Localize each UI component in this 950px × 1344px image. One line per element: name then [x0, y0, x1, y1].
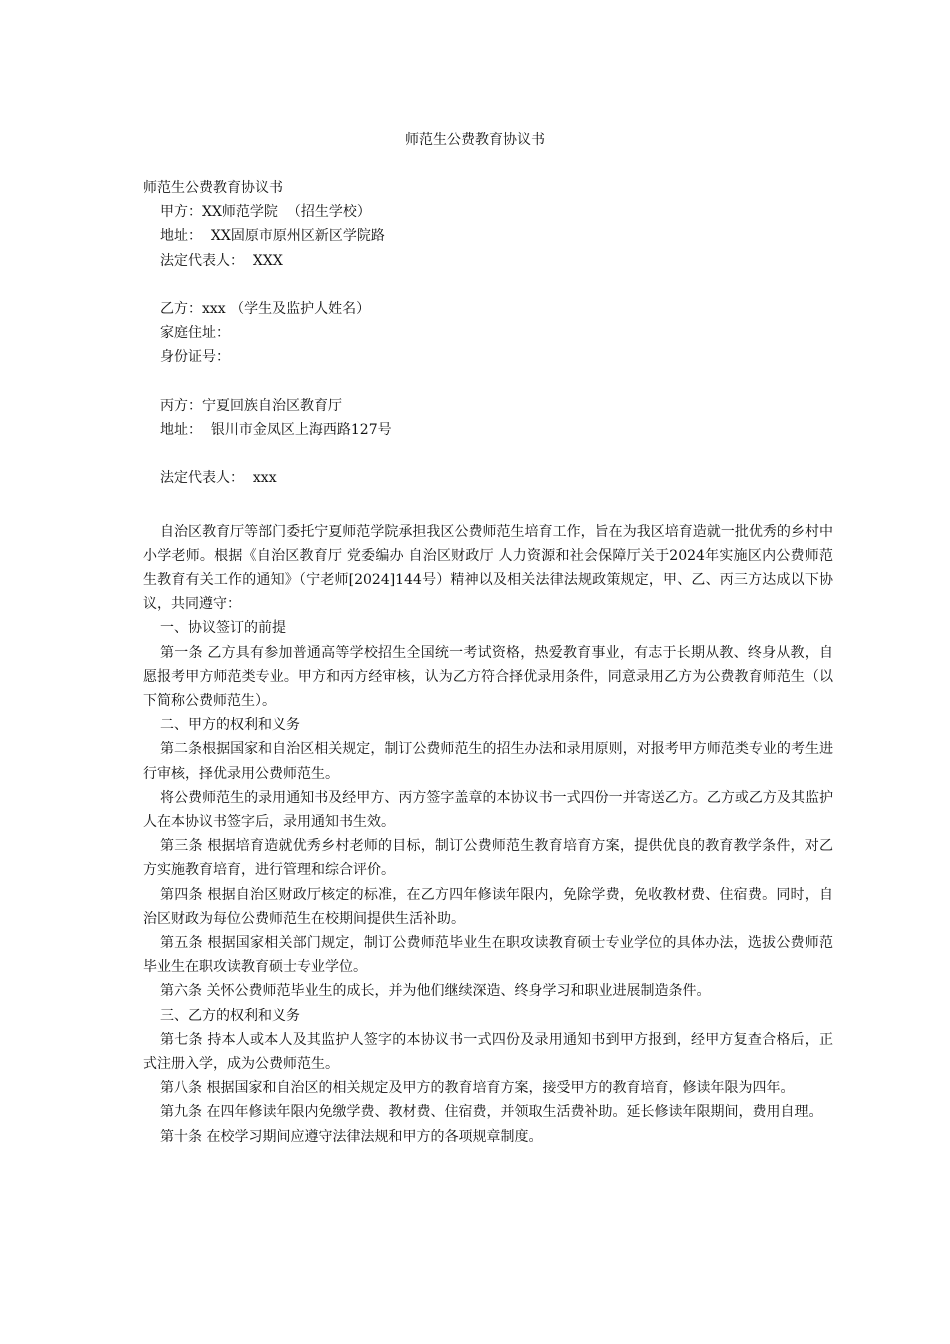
article-paragraph: 将公费师范生的录用通知书及经甲方、丙方签字盖章的本协议书一式四份一并寄送乙方。乙方或乙方及其监护人在本协议书签字后，录用通知书生效。 — [143, 789, 833, 831]
party-c-address: 地址： 银川市金凤区上海西路127号 — [160, 422, 392, 438]
party-a-rep: 法定代表人： XXX — [160, 252, 283, 269]
article-paragraph: 第七条 持本人或本人及其监护人签字的本协议书一式四份及录用通知书到甲方报到，经甲方复查合格后，正式注册入学，成为公费师范生。 — [143, 1031, 833, 1073]
article-paragraph: 第五条 根据国家相关部门规定，制订公费师范毕业生在职攻读教育硕士专业学位的具体办法，选拔公费师范毕业生在职攻读教育硕士专业学位。 — [143, 935, 833, 976]
article-paragraph: 第九条 在四年修读年限内免缴学费、教材费、住宿费，并领取生活费补助。延长修读年限期间，费用自理。 — [160, 1104, 823, 1121]
section-heading: 二、甲方的权利和义务 — [160, 717, 300, 734]
party-c-rep: 法定代表人： xxx — [160, 470, 277, 487]
section-heading: 三、乙方的权利和义务 — [160, 1007, 300, 1024]
section-heading: 一、协议签订的前提 — [160, 620, 286, 637]
spacer — [143, 442, 833, 466]
document-title: 师范生公费教育协议书 — [405, 132, 545, 148]
article-paragraph: 第三条 根据培育造就优秀乡村老师的目标，制订公费师范生教育培育方案，提供优良的教育教学条件，对乙方实施教育培育，进行管理和综合评价。 — [143, 838, 833, 879]
party-b-home: 家庭住址： — [160, 325, 230, 342]
article-paragraph: 第一条 乙方具有参加普通高等学校招生全国统一考试资格，热爱教育事业，有志于长期从教、终身从教，自愿报考甲方师范类专业。甲方和丙方经审核，认为乙方符合择优录用条件，同意录用乙方为公费教育师范生（以下简称公费师范生）。 — [143, 644, 833, 710]
article-paragraph: 第四条 根据自治区财政厅核定的标准，在乙方四年修读年限内，免除学费，免收教材费、住宿费。同时，自治区财政为每位公费师范生在校期间提供生活补助。 — [143, 886, 833, 927]
party-a-address: 地址： XX固原市原州区新区学院路 — [160, 228, 385, 245]
party-c-name: 丙方：宁夏回族自治区教育厅 — [160, 397, 342, 414]
party-a-name: 甲方：XX师范学院 （招生学校） — [160, 204, 371, 221]
spacer — [143, 273, 833, 297]
intro-paragraph: 自治区教育厅等部门委托宁夏师范学院承担我区公费师范生培育工作，旨在为我区培育造就一批优秀的乡村中小学老师。根据《自治区教育厅 党委编办 自治区财政厅 人力资源和社会保障厅关于2024年实施区内公费师范生教育有关工作的通知》（宁老师[2024]144号）精神以及相关法律法规政策规定，甲、乙、丙三方达成以下协议，共同遵守： — [143, 523, 833, 613]
article-paragraph: 第八条 根据国家和自治区的相关规定及甲方的教育培育方案，接受甲方的教育培育，修读年限为四年。 — [160, 1080, 795, 1097]
document-body — [143, 176, 833, 1149]
sections — [143, 616, 833, 1148]
spacer — [143, 491, 833, 520]
article-paragraph: 第六条 关怀公费师范毕业生的成长，并为他们继续深造、终身学习和职业进展制造条件。 — [160, 983, 711, 1000]
document-subtitle: 师范生公费教育协议书 — [143, 180, 283, 196]
article-paragraph: 第十条 在校学习期间应遵守法律法规和甲方的各项规章制度。 — [160, 1128, 543, 1145]
party-b-name: 乙方：xxx （学生及监护人姓名） — [160, 301, 371, 317]
spacer — [143, 370, 833, 394]
article-paragraph: 第二条根据国家和自治区相关规定，制订公费师范生的招生办法和录用原则，对报考甲方师范类专业的考生进行审核，择优录用公费师范生。 — [143, 741, 833, 782]
party-b-id: 身份证号： — [160, 349, 230, 366]
